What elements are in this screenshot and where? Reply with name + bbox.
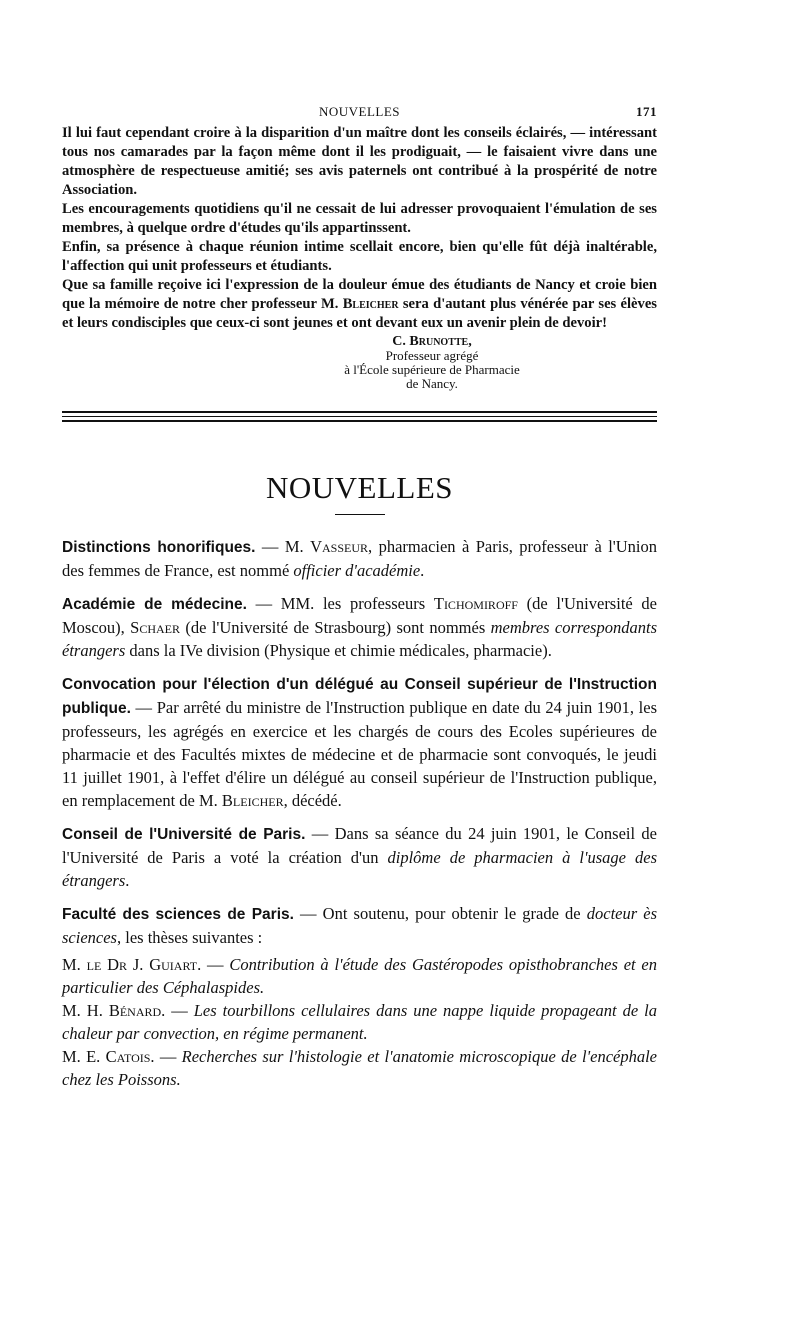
news-item-academie: Académie de médecine. — MM. les professeurs Tichomiroff (de l'Université de Moscou), Schaer (de l'Université de Strasbourg) sont nommés membres correspondants étrangers dans la IVe division (Physique et chimie médicales, pharmacie). xyxy=(62,594,657,660)
page xyxy=(62,100,657,1091)
signature-line: Professeur agrégé xyxy=(385,348,479,363)
news-item-faculte: Faculté des sciences de Paris. — Ont soutenu, pour obtenir le grade de docteur ès sciences, les thèses suivantes : xyxy=(62,904,658,947)
news-item-conseil: Conseil de l'Université de Paris. — Dans sa séance du 24 juin 1901, le Conseil de l'Université de Paris a voté la création d'un diplôme de pharmacien à l'usage des étrangers. xyxy=(62,824,658,890)
obituary-paragraph: Il lui faut cependant croire à la disparition d'un maître dont les conseils éclairés, — intéressant tous nos camarades par la façon même dont il les prodiguait, — le faisaient vivre dans une atmosphère de respectueuse amitié; ses avis paternels ont contribué à la prospérité de notre Association. xyxy=(62,125,657,198)
obituary-paragraph: Les encouragements quotidiens qu'il ne cessait de lui adresser provoquaient l'émulation de ses membres, à quelque ordre d'études qu'ils appartinssent. xyxy=(62,201,657,236)
thesis-entry: M. E. Catois. — Recherches sur l'histologie et l'anatomie microscopique de l'encéphale chez les Poissons. xyxy=(62,1047,657,1089)
obituary-paragraph: Que sa famille reçoive ici l'expression de la douleur émue des étudiants de Nancy et croie bien que la mémoire de notre cher professeur M. Bleicher sera d'autant plus vénérée par ses élèves et leurs condisciples que ceux-ci sont jeunes et ont devant eux un avenir plein de devoir! xyxy=(62,277,657,331)
signature-line: de Nancy. xyxy=(406,376,458,391)
page-number: 171 xyxy=(636,104,657,119)
news-item-distinctions: Distinctions honorifiques. — M. Vasseur, pharmacien à Paris, professeur à l'Union des femmes de France, est nommé officier d'académie. xyxy=(62,537,658,580)
section-title: NOUVELLES xyxy=(265,470,454,505)
news-item-convocation: Convocation pour l'élection d'un délégué au Conseil supérieur de l'Instruction publique. — Par arrêté du ministre de l'Instruction publique en date du 24 juin 1901, les professeurs, les agrégés en exercice et les chargés de cours des Ecoles supérieures de pharmacie et des Facultés mixtes de médecine et de pharmacie sont convoqués, le jeudi 11 juillet 1901, à l'effet d'élire un délégué au conseil supérieur de l'Instruction publique, en remplacement de M. Bleicher, décédé. xyxy=(62,676,657,810)
thesis-list xyxy=(62,953,657,1091)
thesis-entry: M. le Dr J. Guiart. — Contribution à l'étude des Gastéropodes opisthobranches et en particulier des Céphalaspides. xyxy=(62,955,658,997)
section-title-rule xyxy=(335,514,385,515)
running-head xyxy=(62,100,657,124)
thesis-entry: M. H. Bénard. — Les tourbillons cellulaires dans une nappe liquide propageant de la chaleur par convection, en régime permanent. xyxy=(62,1001,658,1043)
obituary-text xyxy=(62,124,657,333)
signature-name: C. Brunotte, xyxy=(392,334,472,349)
signature-line: à l'École supérieure de Pharmacie xyxy=(344,362,520,377)
signature xyxy=(302,335,562,391)
section-divider xyxy=(62,411,657,422)
running-head-title: NOUVELLES xyxy=(318,104,401,119)
news-items xyxy=(62,535,657,1091)
person-name: Bleicher xyxy=(342,296,399,312)
obituary-paragraph: Enfin, sa présence à chaque réunion intime scellait encore, bien qu'elle fût déjà inaltérable, l'affection qui unit professeurs et étudiants. xyxy=(62,239,657,274)
